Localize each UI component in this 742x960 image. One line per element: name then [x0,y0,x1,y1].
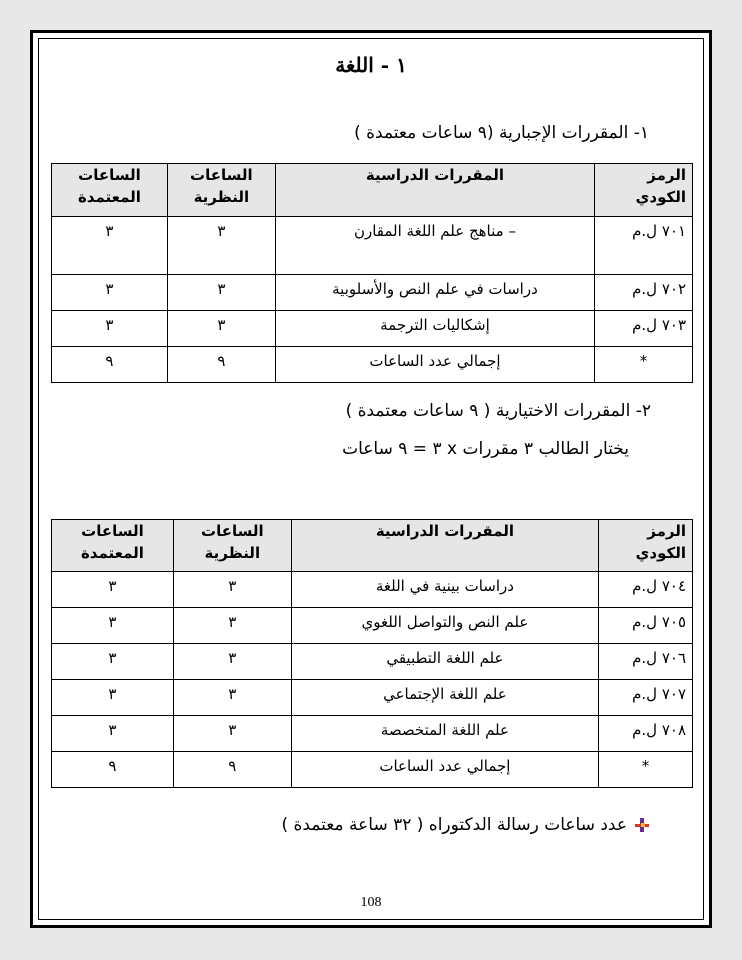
elective-courses-table [51,519,693,788]
table-header-row [52,520,693,572]
section-heading: ١ - اللغة [335,53,407,77]
cell-credit: ٣ [52,311,168,347]
cell-course: علم اللغة الإجتماعي [291,680,598,716]
cell-code: * [595,347,693,383]
section2-title: ٢- المقررات الاختيارية ( ٩ ساعات معتمدة ) [345,401,651,421]
table-row [52,680,693,716]
cell-course: إجمالي عدد الساعات [291,752,598,788]
cell-course: علم النص والتواصل اللغوي [291,608,598,644]
table-row [52,275,693,311]
cell-course: إشكاليات الترجمة [275,311,594,347]
cell-theoretical: ٣ [173,608,291,644]
cell-credit: ٣ [52,644,174,680]
header-theoretical: الساعات النظرية [173,520,291,572]
table-row [52,644,693,680]
cell-course: إجمالي عدد الساعات [275,347,594,383]
cell-code: ٧٠٦ ل.م [599,644,693,680]
table-row [52,311,693,347]
cell-theoretical: ٣ [167,275,275,311]
cell-code: ٧٠٣ ل.م [595,311,693,347]
table-row [52,716,693,752]
section1-title: ١- المقررات الإجبارية (٩ ساعات معتمدة ) [354,123,649,143]
table-row [52,572,693,608]
header-theoretical: الساعات النظرية [167,164,275,217]
cell-theoretical: ٩ [173,752,291,788]
cell-theoretical: ٣ [173,572,291,608]
cell-course: علم اللغة التطبيقي [291,644,598,680]
header-credit: الساعات المعتمدة [52,164,168,217]
cell-course: علم اللغة المتخصصة [291,716,598,752]
cell-credit: ٣ [52,217,168,275]
cell-theoretical: ٩ [167,347,275,383]
page-number: 108 [360,895,382,910]
header-course: المقررات الدراسية [275,164,594,217]
cell-course: – مناهج علم اللغة المقارن [275,217,594,275]
table-header-row [52,164,693,217]
table-row-total [52,347,693,383]
cell-credit: ٣ [52,572,174,608]
header-course: المقررات الدراسية [291,520,598,572]
cell-credit: ٣ [52,680,174,716]
quad-diamond-bullet-icon [635,818,649,832]
header-credit: الساعات المعتمدة [52,520,174,572]
cell-theoretical: ٣ [167,217,275,275]
table-row [52,217,693,275]
mandatory-courses-table [51,163,693,383]
document-page [30,30,712,928]
thesis-text: عدد ساعات رسالة الدكتوراه ( ٣٢ ساعة معتمدة ) [281,815,627,835]
cell-credit: ٣ [52,608,174,644]
table-row [52,608,693,644]
section2-note: يختار الطالب ٣ مقررات x ٣ = ٩ ساعات [342,439,629,459]
cell-credit: ٣ [52,716,174,752]
cell-code: ٧٠٢ ل.م [595,275,693,311]
cell-theoretical: ٣ [173,680,291,716]
thesis-line [281,815,649,835]
cell-code: * [599,752,693,788]
cell-code: ٧٠٤ ل.م [599,572,693,608]
cell-code: ٧٠٨ ل.م [599,716,693,752]
header-code: الرمز الكودي [599,520,693,572]
cell-credit: ٩ [52,347,168,383]
cell-course: دراسات في علم النص والأسلوبية [275,275,594,311]
cell-theoretical: ٣ [167,311,275,347]
cell-code: ٧٠٧ ل.م [599,680,693,716]
cell-code: ٧٠١ ل.م [595,217,693,275]
cell-theoretical: ٣ [173,644,291,680]
cell-code: ٧٠٥ ل.م [599,608,693,644]
table-row-total [52,752,693,788]
cell-theoretical: ٣ [173,716,291,752]
header-code: الرمز الكودي [595,164,693,217]
cell-credit: ٩ [52,752,174,788]
cell-course: دراسات بينية في اللغة [291,572,598,608]
cell-credit: ٣ [52,275,168,311]
